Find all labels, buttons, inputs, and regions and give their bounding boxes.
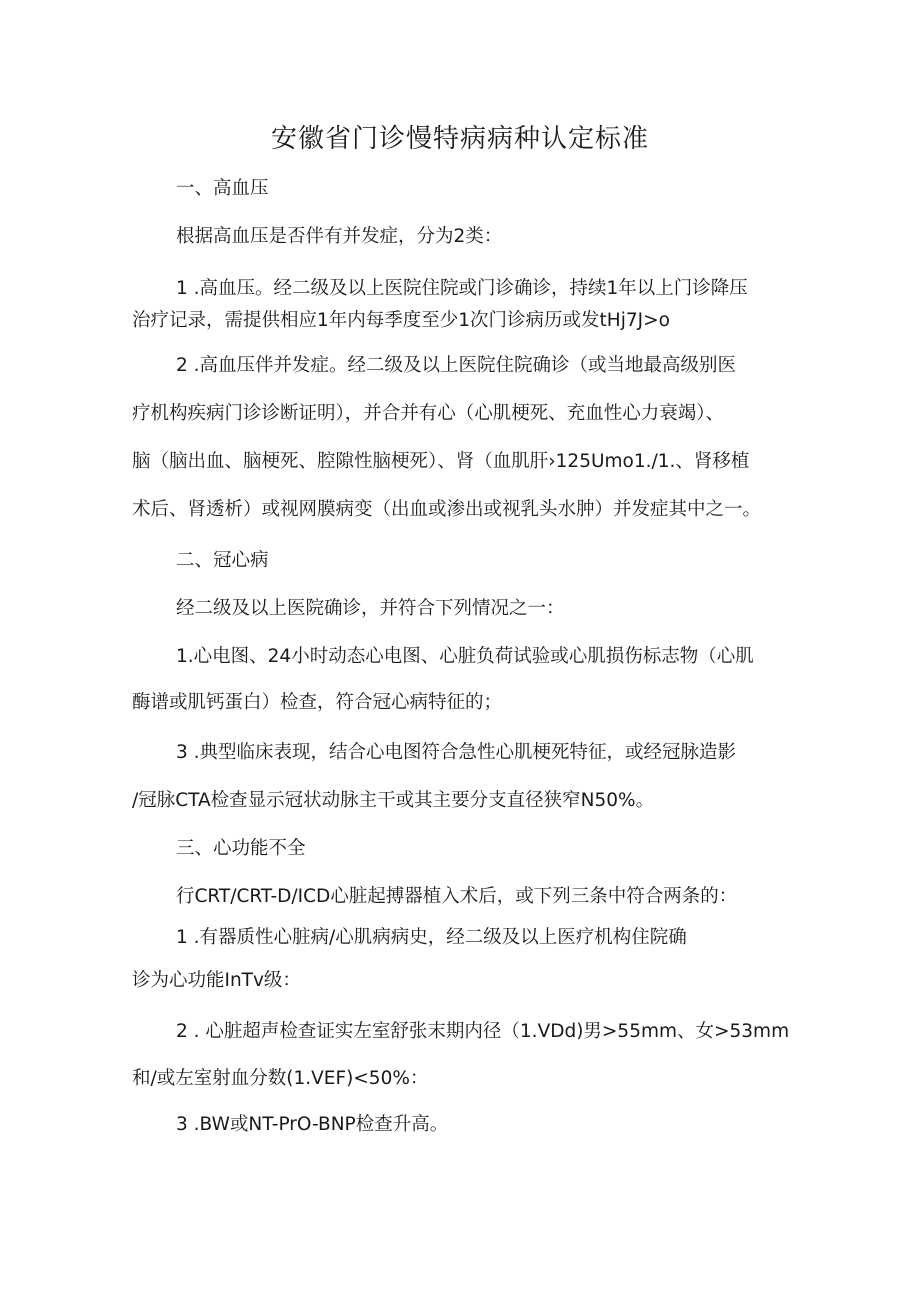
paragraph-line: 1 .高血压。经二级及以上医院住院或门诊确诊，持续1年以上门诊降压 xyxy=(176,278,748,299)
paragraph-line: 根据高血压是否伴有并发症，分为2类： xyxy=(176,226,503,247)
paragraph-line: 疗机构疾病门诊诊断证明），并合并有心（心肌梗死、充血性心力衰竭）、 xyxy=(132,403,725,424)
section-heading-hypertension: 一、高血压 xyxy=(176,178,269,199)
paragraph-line: 经二级及以上医院确诊，并符合下列情况之一： xyxy=(176,598,565,619)
paragraph-line: 诊为心功能InTv级： xyxy=(132,970,301,991)
paragraph-line: 1.心电图、24小时动态心电图、心脏负荷试验或心肌损伤标志物（心肌 xyxy=(176,646,754,667)
document-title: 安徽省门诊慢特病病种认定标准 xyxy=(270,124,649,154)
paragraph-line: 1 .有器质性心脏病/心肌病病史，经二级及以上医疗机构住院确 xyxy=(176,927,687,948)
paragraph-line: 2 . 心脏超声检查证实左室舒张末期内径（1.VDd)男>55mm、女>53mm xyxy=(176,1021,790,1042)
paragraph-line: 术后、肾透析）或视网膜病变（出血或渗出或视乳头水肿）并发症其中之一。 xyxy=(132,499,762,520)
paragraph-line: 治疗记录，需提供相应1年内每季度至少1次门诊病历或发tHj7J>o xyxy=(132,310,670,331)
paragraph-line: 行CRT/CRT-D/ICD心脏起搏器植入术后，或下列三条中符合两条的： xyxy=(176,886,738,907)
paragraph-line: 3 .BW或NT-PrO-BNP检查升高。 xyxy=(176,1114,449,1135)
paragraph-line: 酶谱或肌钙蛋白）检查，符合冠心病特征的； xyxy=(132,692,503,713)
paragraph-line: /冠脉CTA检查显示冠状动脉主干或其主要分支直径狭窄N50%。 xyxy=(132,790,655,811)
section-heading-heart-failure: 三、心功能不全 xyxy=(176,838,306,859)
paragraph-line: 2 .高血压伴并发症。经二级及以上医院住院确诊（或当地最高级别医 xyxy=(176,355,737,376)
paragraph-line: 3 .典型临床表现，结合心电图符合急性心肌梗死特征，或经冠脉造影 xyxy=(176,742,737,763)
section-heading-coronary: 二、冠心病 xyxy=(176,550,269,571)
paragraph-line: 脑（脑出血、脑梗死、腔隙性脑梗死）、肾（血肌肝›125Umo1./1.、肾移植 xyxy=(132,451,750,472)
paragraph-line: 和/或左室射血分数(1.VEF)<50%： xyxy=(132,1068,429,1089)
